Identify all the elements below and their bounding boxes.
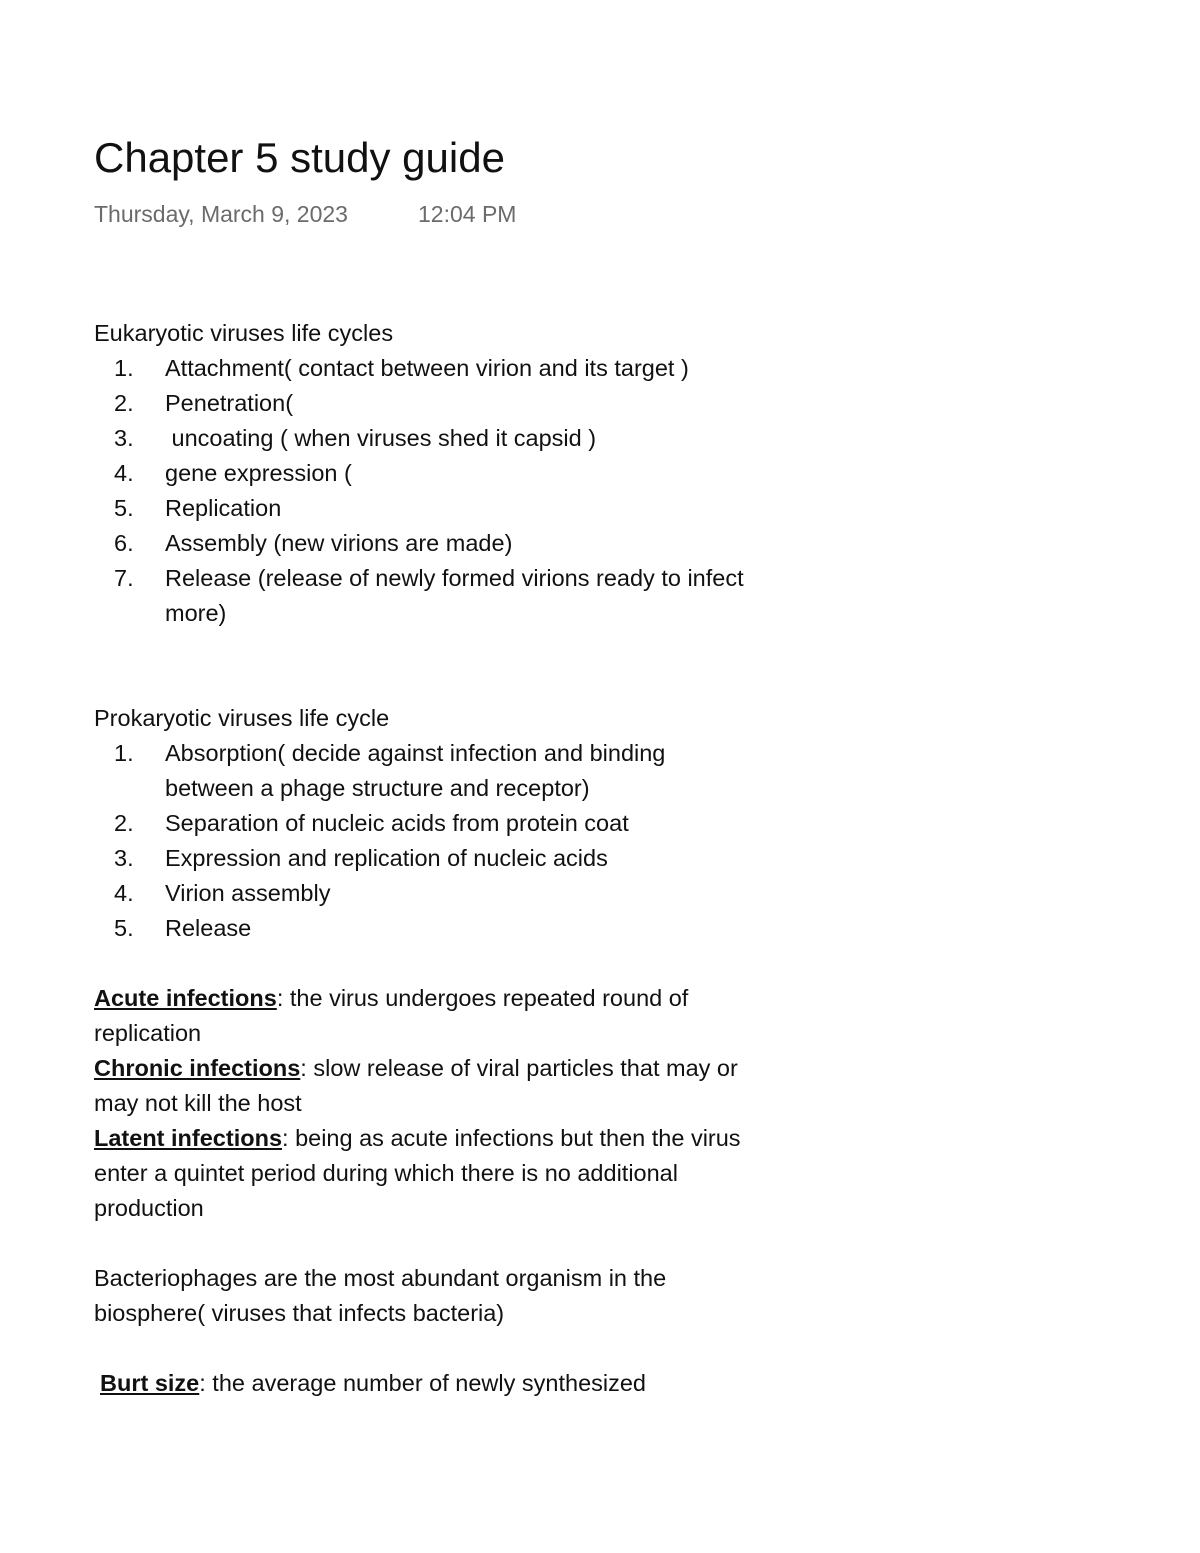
definition-text: being as acute infections but then the virus enter a quintet period during which there is no additional production [94,1125,741,1221]
spacer [94,1226,754,1261]
definition-term: Burt size [100,1370,200,1396]
definition-term: Acute infections [94,985,277,1011]
definition-separator: : [282,1125,289,1151]
list-item-text: gene expression ( [165,460,352,486]
definition-burst-size [94,1366,754,1401]
list-number: 1. [114,740,134,766]
list-item [94,386,754,421]
list-item [94,806,754,841]
list-item-text: Separation of nucleic acids from protein coat [165,810,629,836]
list-item-text: Attachment( contact between virion and its target ) [165,355,689,381]
list-number: 5. [114,495,134,521]
list-number: 4. [114,880,134,906]
list-item [94,491,754,526]
list-item-text: Absorption( decide against infection and binding between a phage structure and receptor) [165,740,666,801]
definition-acute [94,981,754,1051]
list-number: 1. [114,355,134,381]
list-item-text: Assembly (new virions are made) [165,530,513,556]
eukaryotic-heading: Eukaryotic viruses life cycles [94,320,394,346]
list-item-text: Virion assembly [165,880,331,906]
definition-term: Chronic infections [94,1055,301,1081]
list-number: 2. [114,390,134,416]
definition-text: slow release of viral particles that may or may not kill the host [94,1055,738,1116]
definition-separator: : [300,1055,307,1081]
definition-text: the average number of newly synthesized [205,1370,647,1396]
eukaryotic-list [94,351,754,631]
list-number: 3. [114,845,134,871]
list-item [94,351,754,386]
list-item-text: Replication [165,495,282,521]
bacteriophages-paragraph: Bacteriophages are the most abundant organism in the biosphere( viruses that infects bacteria) [94,1265,667,1326]
definition-separator: : [276,985,284,1011]
list-item [94,561,754,631]
definition-separator: : [199,1370,206,1396]
note-body [94,316,754,1401]
list-item [94,841,754,876]
prokaryotic-heading: Prokaryotic viruses life cycle [94,705,390,731]
list-number: 4. [114,460,134,486]
list-number: 5. [114,915,134,941]
note-time: 12:04 PM [418,201,517,227]
list-item-text: Penetration( [165,390,294,416]
spacer [94,1331,754,1366]
list-item-text: uncoating ( when viruses shed it capsid ) [165,425,597,451]
definition-latent [94,1121,754,1226]
definition-term: Latent infections [94,1125,283,1151]
list-item-text: Release (release of newly formed virions ready to infect more) [165,565,744,626]
list-item [94,421,754,456]
spacer [94,631,754,701]
list-item [94,876,754,911]
page-title: Chapter 5 study guide [94,134,505,181]
list-item [94,526,754,561]
prokaryotic-list [94,736,754,946]
definition-chronic [94,1051,754,1121]
list-item-text: Release [165,915,252,941]
list-item [94,736,754,806]
note-timestamp [94,199,517,229]
definition-text: the virus undergoes repeated round of replication [94,985,689,1046]
list-number: 7. [114,565,134,591]
spacer [94,946,754,981]
list-number: 6. [114,530,134,556]
list-item [94,911,754,946]
list-item [94,456,754,491]
note-date: Thursday, March 9, 2023 [94,201,348,227]
list-number: 3. [114,425,134,451]
list-item-text: Expression and replication of nucleic acids [165,845,608,871]
list-number: 2. [114,810,134,836]
